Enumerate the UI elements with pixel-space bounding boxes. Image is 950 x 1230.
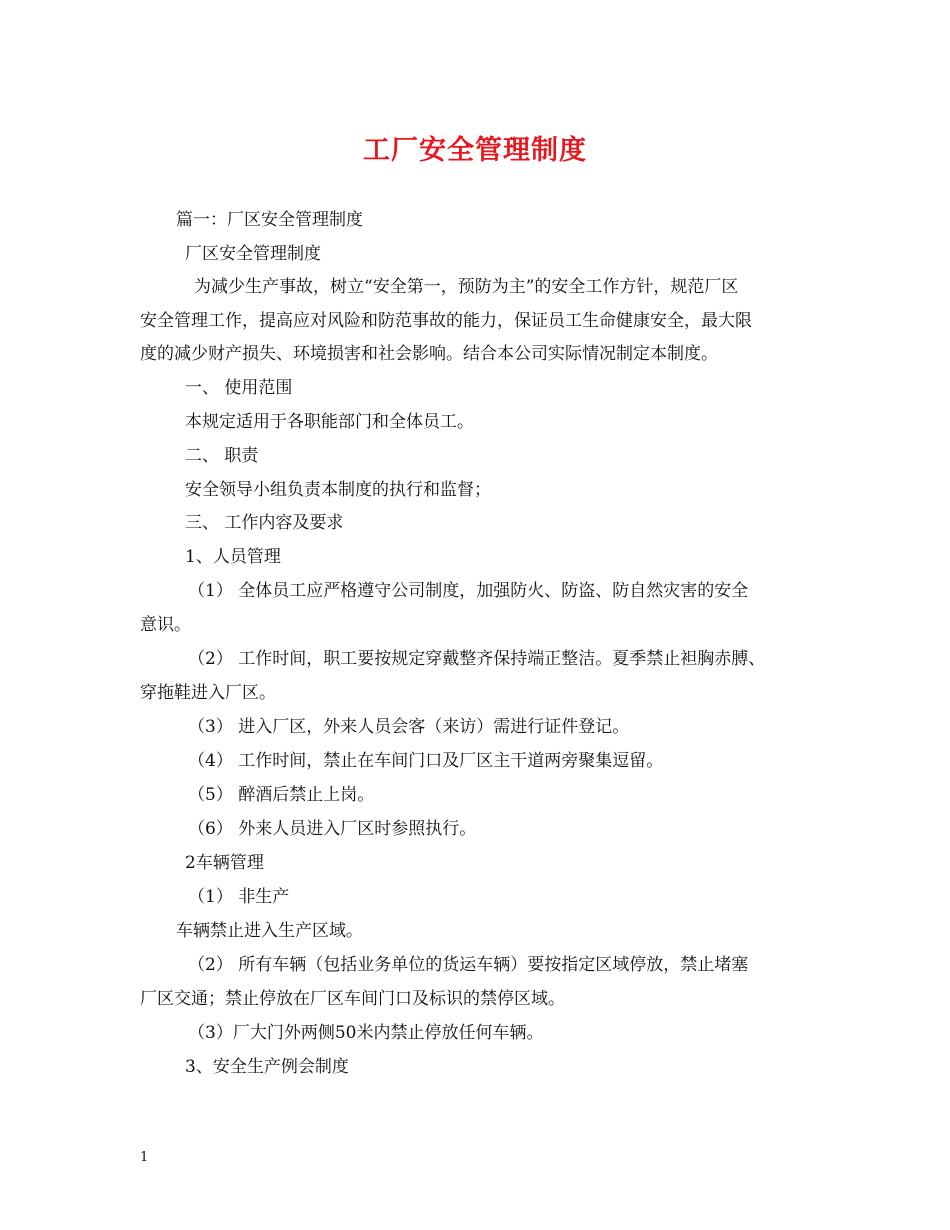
list-item-line: （3） 进入厂区，外来人员会客（来访）需进行证件登记。 xyxy=(188,717,630,737)
list-item-line: 车辆禁止进入生产区域。 xyxy=(176,921,363,941)
list-item-line: （4） 工作时间，禁止在车间门口及厂区主干道两旁聚集逗留。 xyxy=(188,751,664,771)
list-item-line: （1） 非生产 xyxy=(188,887,290,907)
document-title: 工厂安全管理制度 xyxy=(363,135,587,166)
list-item-line: 厂区交通；禁止停放在厂区车间门口及标识的禁停区域。 xyxy=(140,989,565,1009)
clause-heading: 一、 使用范围 xyxy=(185,378,293,398)
section-heading: 篇一：厂区安全管理制度 xyxy=(176,210,363,230)
subclause-heading: 3、安全生产例会制度 xyxy=(185,1057,349,1077)
list-item-line: （6） 外来人员进入厂区时参照执行。 xyxy=(188,819,477,839)
paragraph-line: 为减少生产事故，树立“安全第一，预防为主”的安全工作方针，规范厂区 xyxy=(194,277,739,297)
paragraph-line: 安全管理工作，提高应对风险和防范事故的能力，保证员工生命健康安全，最大限 xyxy=(140,311,752,331)
subclause-heading: 2车辆管理 xyxy=(185,853,264,873)
list-item-line: （5） 醉酒后禁止上岗。 xyxy=(188,785,375,805)
list-item-line: 意识。 xyxy=(140,615,191,635)
paragraph-line: 度的减少财产损失、环境损害和社会影响。结合本公司实际情况制定本制度。 xyxy=(140,344,718,364)
clause-heading: 二、 职责 xyxy=(185,446,259,466)
list-item-line: （3）厂大门外两侧50米内禁止停放任何车辆。 xyxy=(188,1023,544,1043)
list-item-line: （2） 所有车辆（包括业务单位的货运车辆）要按指定区域停放，禁止堵塞 xyxy=(188,955,749,975)
list-item-line: 穿拖鞋进入厂区。 xyxy=(140,683,276,703)
subheading: 厂区安全管理制度 xyxy=(185,244,321,264)
list-item-line: （1） 全体员工应严格遵守公司制度，加强防火、防盗、防自然灾害的安全 xyxy=(188,581,749,601)
page-number: 1 xyxy=(140,1150,149,1165)
clause-heading: 三、 工作内容及要求 xyxy=(185,513,344,533)
paragraph-line: 安全领导小组负责本制度的执行和监督； xyxy=(185,480,491,500)
paragraph-line: 本规定适用于各职能部门和全体员工。 xyxy=(185,412,474,432)
subclause-heading: 1、人员管理 xyxy=(185,547,281,567)
list-item-line: （2） 工作时间，职工要按规定穿戴整齐保持端正整洁。夏季禁止袒胸赤膊、 xyxy=(188,649,766,669)
